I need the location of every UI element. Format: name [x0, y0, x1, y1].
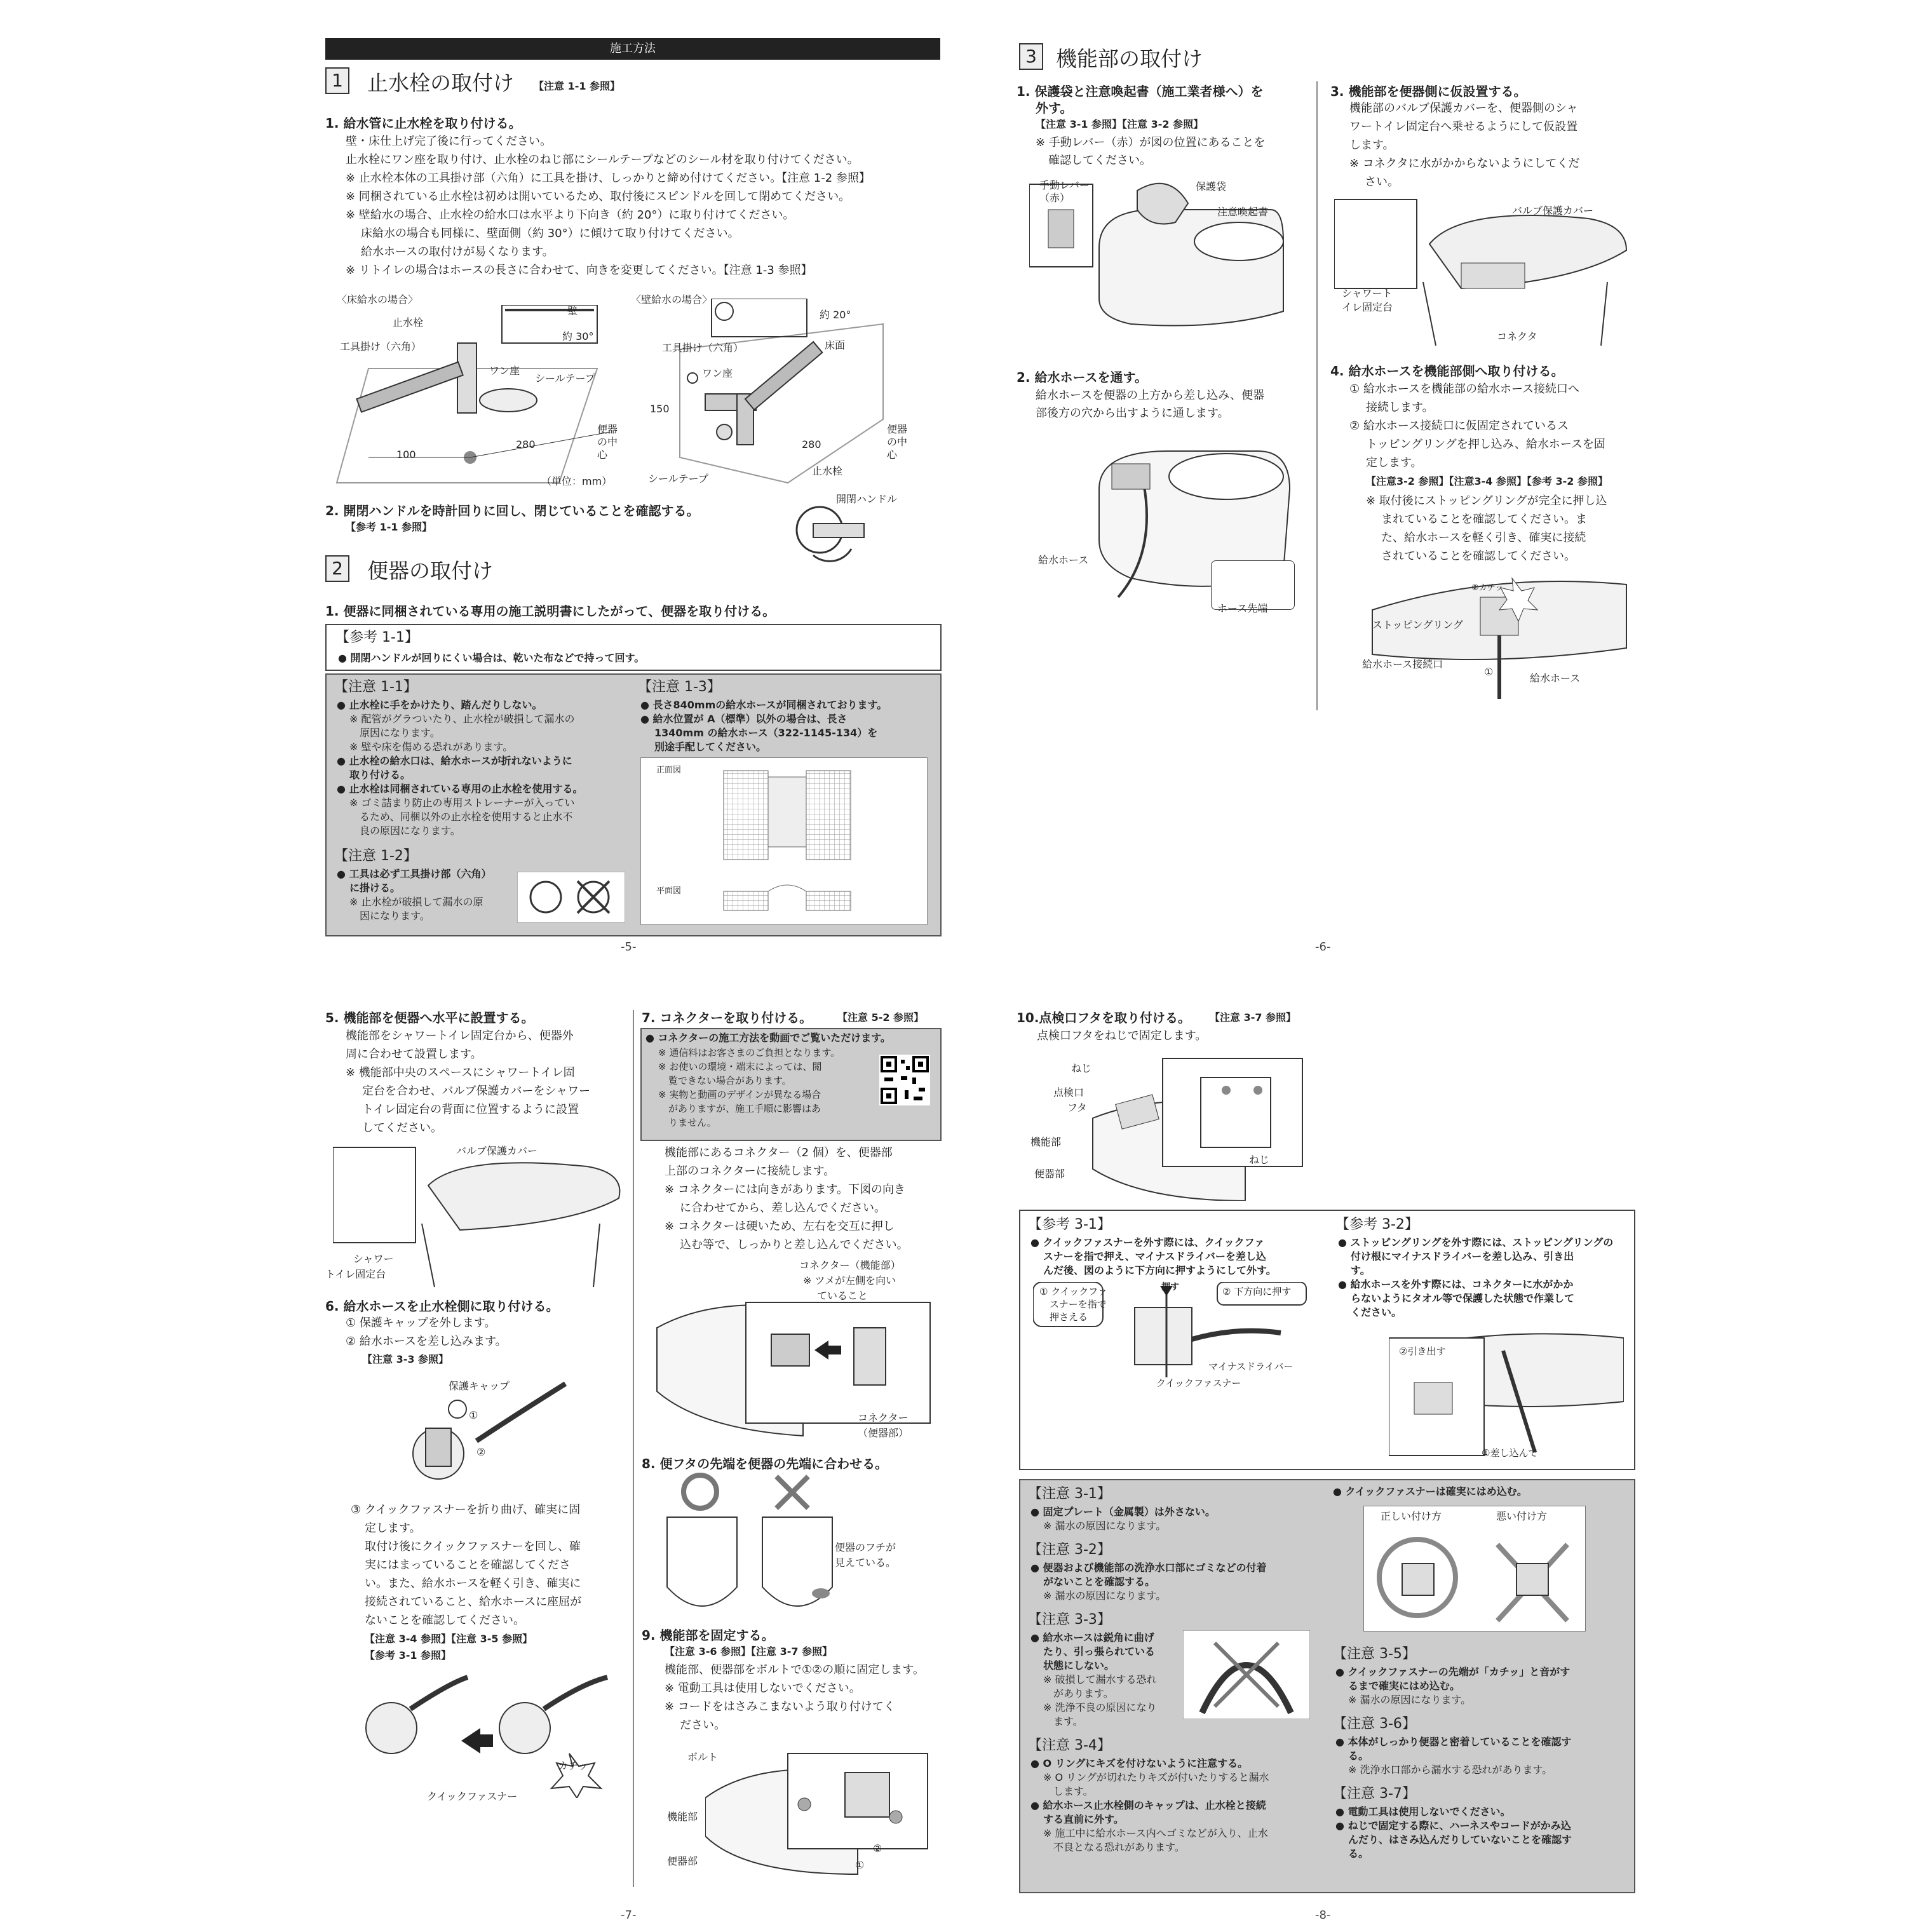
text-line: た、給水ホースを軽く引き、確実に接続 [1381, 531, 1586, 544]
section-number-3: 3 [1019, 43, 1043, 70]
step-3-4-ref: 【注意3-2 参照】【注意3-4 参照】【参考 3-2 参照】 [1366, 475, 1609, 487]
text-line: ※ コネクタに水がかからないようにしてくだ [1349, 157, 1580, 170]
caution-line: ※ 破損して漏水する恐れ [1043, 1673, 1157, 1685]
label-stop-valve: 止水栓 [393, 316, 424, 328]
reference-3-panel [1019, 1210, 1635, 1470]
step-3-1: 1. 保護袋と注意喚起書（施工業者様へ）を [1017, 84, 1264, 99]
label-floor-surface: 床面 [825, 339, 846, 351]
caution-line: 不良となる恐れがあります。 [1053, 1841, 1185, 1853]
caution-line: ● 長さ840mmの給水ホースが同梱されております。 [640, 699, 888, 711]
caution-line: ※ 漏水の原因になります。 [1043, 1520, 1166, 1532]
text-line: ② 給水ホースを差し込みます。 [346, 1335, 507, 1348]
label-valve-cover-5: バルブ保護カバー [456, 1145, 538, 1157]
caution-line: する直前に外す。 [1043, 1813, 1124, 1825]
label-hose-port: 給水ホース接続口 [1362, 658, 1443, 670]
step-1-2-ref: 【参考 1-1 参照】 [346, 521, 433, 533]
page-number-8: -8- [1315, 1908, 1331, 1922]
caution-3-1-head: 【注意 3-1】 [1028, 1486, 1111, 1502]
caution-qf-line: ● クイックファスナーは確実にはめ込む。 [1333, 1485, 1527, 1497]
text-line: 定します。 [365, 1522, 421, 1535]
reference-line: らないようにタオル等で保護した状態で作業して [1351, 1292, 1575, 1304]
reference-line: んだ後、図のように下方向に押すようにして外す。 [1043, 1264, 1276, 1276]
label-function-unit-10: 機能部 [1030, 1136, 1062, 1148]
label-inspection-2: フタ [1067, 1102, 1087, 1114]
label-incorrect-method: 悪い付け方 [1496, 1510, 1548, 1522]
label-click: ②カチッ [1471, 583, 1504, 593]
cap-removal-illustration [388, 1377, 591, 1492]
reference-1-1-body: ● 開閉ハンドルが回りにくい場合は、乾いた布などで持って回す。 [338, 652, 645, 664]
label-connector: コネクタ [1497, 330, 1537, 342]
caution-line: ※ 洗浄不良の原因になり [1043, 1701, 1157, 1713]
step-6-ref: 【注意 3-3 参照】 [362, 1353, 449, 1365]
reference-line: ● ストッピングリングを外す際には、ストッピングリングの [1338, 1236, 1614, 1248]
label-claw-note-1: ※ ツメが左側を向い [803, 1274, 896, 1287]
caution-line: ● 固定プレート（金属製）は外さない。 [1030, 1506, 1215, 1518]
label-qf-step1b: スナーを指で [1050, 1299, 1107, 1310]
step-7: 7. コネクターを取り付ける。 [642, 1010, 813, 1025]
label-washer: ワン座 [489, 365, 520, 377]
text-line: トッピングリングを押し込み、給水ホースを固 [1366, 438, 1605, 451]
text-line: ないことを確認してください。 [365, 1614, 525, 1627]
text-line: まれていることを確認してください。ま [1381, 513, 1587, 526]
text-line: 周に合わせて設置します。 [346, 1048, 482, 1061]
caution-3-4-head: 【注意 3-4】 [1028, 1738, 1111, 1753]
label-edge-visible-1: 便器のフチが [835, 1541, 896, 1553]
caution-line: ※ 止水栓が破損して漏水の原 [349, 896, 483, 908]
caution-line: る。 [1348, 1848, 1369, 1860]
text-line: ※ コードをはさみこまないよう取り付けてく [665, 1700, 895, 1713]
text-line: します。 [1349, 138, 1395, 152]
page-number-5: -5- [621, 940, 637, 954]
text-line: 接続します。 [1366, 401, 1434, 414]
label-pull-out: ②引き出す [1399, 1346, 1446, 1357]
caution-line: ● 給水ホースは鋭角に曲げ [1030, 1631, 1154, 1644]
wall-supply-label: 〈壁給水の場合〉 [631, 294, 713, 306]
label-edge-visible-2: 見えている。 [835, 1557, 896, 1569]
text-line: ② 給水ホース接続口に仮固定されているス [1349, 419, 1569, 433]
reference-line: スナーを指で押え、マイナスドライバーを差し込 [1043, 1250, 1266, 1262]
step-2-1: 1. 便器に同梱されている専用の施工説明書にしたがって、便器を取り付ける。 [325, 604, 776, 619]
step-3-1b: 外す。 [1036, 100, 1073, 116]
caution-line: るまで確実にはめ込む。 [1348, 1680, 1461, 1692]
step-6-ref2: 【注意 3-4 参照】【注意 3-5 参照】 [365, 1633, 533, 1645]
label-push: 押す [1161, 1282, 1179, 1292]
label-screw-2: ねじ [1249, 1154, 1270, 1166]
floor-supply-label: 〈床給水の場合〉 [337, 294, 419, 306]
caution-line: 原因になります。 [360, 727, 440, 739]
reference-3-2-head: 【参考 3-2】 [1335, 1217, 1419, 1233]
label-two: ② [476, 1446, 486, 1458]
label-angle-20: 約 20° [820, 309, 851, 321]
label-stop-valve-wall: 止水栓 [812, 465, 843, 477]
reference-1-1-head: 【参考 1-1】 [335, 630, 419, 645]
caution-line: ます。 [1053, 1715, 1083, 1727]
section-title-2: 便器の取付け [367, 558, 493, 583]
section-title-3: 機能部の取付け [1056, 46, 1203, 71]
text-line: ※ 電動工具は使用しないでください。 [665, 1682, 861, 1695]
caution-line: に掛ける。 [349, 882, 401, 894]
page-number-7: -7- [621, 1908, 637, 1922]
caution-3-5-head: 【注意 3-5】 [1333, 1646, 1416, 1662]
label-push-down: ② 下方向に押す [1222, 1286, 1292, 1297]
label-connector-toilet-1: コネクター [858, 1412, 909, 1424]
step-10: 10.点検口フタを取り付ける。 [1017, 1010, 1191, 1025]
caution-3-7-head: 【注意 3-7】 [1333, 1786, 1416, 1802]
step-1-1: 1. 給水管に止水栓を取り付ける。 [325, 116, 522, 131]
section-title-1: 止水栓の取付け [367, 71, 514, 95]
label-supply-hose-2: 給水ホース [1530, 672, 1581, 684]
tool-hook-illustration [517, 872, 625, 922]
text-line: 機能部をシャワートイレ固定台から、便器外 [346, 1029, 574, 1043]
label-seal-tape-wall: シールテープ [648, 473, 708, 485]
text-line: 機能部、便器部をボルトで①②の順に固定します。 [665, 1663, 924, 1677]
wall-supply-diagram [642, 299, 934, 502]
label-stopping-ring: ストッピングリング [1372, 619, 1463, 631]
dim-100: 100 [396, 449, 416, 461]
text-line: い。また、給水ホースを軽く引き、確実に [365, 1577, 581, 1590]
caution-line: ● 止水栓に手をかけたり、踏んだりしない。 [337, 699, 543, 711]
step-5: 5. 機能部を便器へ水平に設置する。 [325, 1010, 534, 1025]
text-line: ※ リトイレの場合はホースの長さに合わせて、向きを変更してください。【注意 1-3 参照】 [346, 264, 813, 277]
label-tool-hex: 工具掛け（六角） [340, 341, 422, 353]
section-number-1: 1 [325, 67, 349, 94]
text-line: 込む等で、しっかりと差し込んでください。 [680, 1238, 909, 1252]
step-10-ref: 【注意 3-7 参照】 [1210, 1011, 1297, 1023]
label-tool-hex-wall: 工具掛け（六角） [662, 342, 744, 354]
caution-line: ※ O リングが切れたりキズが付いたりすると漏水 [1043, 1771, 1269, 1783]
caution-line: る。 [1348, 1750, 1369, 1762]
text-line: 実にはまっていることを確認してくださ [365, 1558, 571, 1572]
caution-line: ※ 施工中に給水ホース内へゴミなどが入り、止水 [1043, 1827, 1268, 1839]
text-line: ださい。 [680, 1719, 726, 1732]
text-line: 定します。 [1366, 456, 1422, 469]
text-line: ※ コネクターには向きがあります。下図の向き [665, 1183, 906, 1196]
caution-line: ● 止水栓の給水口は、給水ホースが折れないように [337, 755, 572, 767]
caution-line: 因になります。 [360, 910, 430, 922]
text-line: 部後方の穴から出すように通します。 [1036, 407, 1229, 420]
video-line: りません。 [668, 1117, 717, 1128]
caution-line: ※ 洗浄水口部から漏水する恐れがあります。 [1348, 1764, 1553, 1776]
caution-line: ● O リングにキズを付けないように注意する。 [1030, 1757, 1248, 1769]
text-line: 上部のコネクターに接続します。 [665, 1165, 835, 1178]
video-line: ※ 通信料はお客さまのご負担となります。 [658, 1047, 841, 1058]
caution-line: たり、引っ張られている [1043, 1645, 1156, 1658]
page-number-6: -6- [1315, 940, 1331, 954]
section-header-bar: 施工方法 [325, 38, 940, 60]
label-fixing-base-5b: トイレ固定台 [325, 1268, 386, 1280]
text-line: 接続されていること、給水ホースに座屈が [365, 1595, 582, 1609]
lid-alignment-illustration [661, 1473, 851, 1625]
caution-line: ● 止水栓は同梱されている専用の止水栓を使用する。 [337, 783, 583, 795]
caution-line: ● 本体がしっかり便器と密着していることを確認す [1335, 1736, 1572, 1748]
caution-1-1-head: 【注意 1-1】 [334, 679, 417, 695]
caution-line: るため、同梱以外の止水栓を使用すると止水不 [360, 811, 573, 823]
reference-line: 付け根にマイナスドライバーを差し込み、引き出 [1351, 1250, 1574, 1262]
text-line: ① 給水ホースを機能部の給水ホース接続口へ [1349, 382, 1580, 396]
caution-line: があります。 [1053, 1687, 1114, 1699]
step-3-4: 4. 給水ホースを機能部側へ取り付ける。 [1330, 363, 1564, 379]
label-washer-wall: ワン座 [702, 367, 733, 379]
text-line: ③ クイックファスナーを折り曲げ、確実に固 [351, 1503, 581, 1517]
inspection-lid-illustration [1080, 1055, 1309, 1201]
label-valve-cover: バルブ保護カバー [1512, 205, 1594, 217]
step-1-2: 2. 開閉ハンドルを時計回りに回し、閉じていることを確認する。 [325, 503, 699, 518]
reference-line: ください。 [1351, 1306, 1402, 1318]
dim-280-wall: 280 [802, 438, 821, 450]
video-line: ● コネクターの施工方法を動画でご覧いただけます。 [645, 1032, 891, 1044]
step-3-1-ref: 【注意 3-1 参照】【注意 3-2 参照】 [1036, 118, 1204, 130]
caution-line: ● 給水ホース止水栓側のキャップは、止水栓と接続 [1030, 1799, 1266, 1811]
label-red: （赤） [1039, 192, 1071, 204]
caution-line: ※ 配管がグラついたり、止水栓が破損して漏水の [349, 713, 575, 725]
text-line: ※ 同梱されている止水栓は初めは開いているため、取付後にスピンドルを回して閉めてください。 [346, 190, 851, 203]
caution-line: ※ ゴミ詰まり防止の専用ストレーナーが入ってい [349, 797, 575, 809]
text-line: に合わせてから、差し込んでください。 [680, 1201, 886, 1215]
step-3-2: 2. 給水ホースを通す。 [1017, 370, 1147, 385]
dim-150: 150 [650, 403, 670, 415]
caution-3-6-head: 【注意 3-6】 [1333, 1716, 1416, 1732]
unit-mm: （単位：mm） [541, 475, 612, 487]
text-line: 給水ホースを便器の上方から差し込み、便器 [1036, 389, 1265, 402]
text-line: 機能部のバルブ保護カバーを、便器側のシャ [1349, 102, 1578, 115]
label-inspection-1: 点検口 [1053, 1086, 1084, 1098]
label-toilet-unit: 便器部 [667, 1855, 698, 1867]
label-bolt: ボルト [687, 1751, 719, 1763]
caution-line: んだり、はさみ込んだりしていないことを確認す [1348, 1834, 1572, 1846]
dim-280: 280 [516, 438, 536, 450]
label-screwdriver: マイナスドライバー [1208, 1361, 1294, 1372]
step-9: 9. 機能部を固定する。 [642, 1628, 774, 1643]
caution-line: ● ねじで固定する際に、ハーネスやコードがかみ込 [1335, 1820, 1571, 1832]
text-line: ① 保護キャップを外します。 [346, 1316, 496, 1330]
text-line: 取付け後にクイックファスナーを回し、確 [365, 1540, 581, 1553]
caution-line: ● 工具は必ず工具掛け部（六角） [337, 868, 492, 880]
grid-plan-label: 平面図 [656, 886, 682, 896]
qr-code-icon[interactable] [879, 1055, 930, 1105]
label-two-9: ② [873, 1842, 882, 1854]
label-step-one: ① [1484, 666, 1494, 678]
label-quick-fastener: クイックファスナー [427, 1790, 518, 1802]
reference-1-1-box [325, 624, 942, 671]
label-one-9: ① [855, 1859, 865, 1871]
hose-bend-prohibited-illustration [1183, 1630, 1310, 1719]
label-open-close-handle: 開閉ハンドル [836, 493, 898, 505]
text-line: 給水ホースの取付けが易くなります。 [361, 245, 554, 259]
caution-line: ● 便器および機能部の洗浄水口部にゴミなどの付着 [1030, 1562, 1267, 1574]
label-protective-bag: 保護袋 [1196, 180, 1227, 193]
video-line: 覧できない場合があります。 [668, 1075, 792, 1086]
reference-3-1-head: 【参考 3-1】 [1028, 1217, 1111, 1233]
text-line: さい。 [1365, 175, 1399, 189]
grid-front-label: 正面図 [656, 766, 682, 775]
text-line: ※ 手動レバー（赤）が図の位置にあることを [1036, 136, 1266, 149]
label-one: ① [469, 1409, 478, 1421]
section-ref-1: 【注意 1-1 参照】 [534, 80, 621, 92]
caution-line: ※ 漏水の原因になります。 [1043, 1590, 1166, 1602]
label-qf-step1c: 押さえる [1050, 1311, 1088, 1323]
label-toilet-center: 便器の中心 [597, 423, 618, 461]
label-wall: 壁 [567, 305, 578, 317]
text-line: トイレ固定台の背面に位置するように設置 [362, 1103, 579, 1116]
text-line: ワートイレ固定台へ乗せるようにして仮設置 [1349, 120, 1578, 133]
text-line: されていることを確認してください。 [1381, 550, 1576, 563]
label-quick-fastener-r: クイックファスナー [1156, 1377, 1241, 1389]
caution-line: 別途手配してください。 [654, 741, 767, 753]
caution-1-2-head: 【注意 1-2】 [334, 848, 417, 864]
label-screw: ねじ [1071, 1062, 1092, 1074]
label-warning-notice: 注意喚起書 [1217, 206, 1269, 218]
reference-line: ● クイックファスナーを外す際には、クイックファ [1030, 1236, 1265, 1248]
text-line: ※ 壁給水の場合、止水栓の給水口は水平より下向き（約 20°）に取り付けてください。 [346, 208, 795, 222]
step-8: 8. 便フタの先端を便器の先端に合わせる。 [642, 1456, 888, 1471]
step-9-ref: 【注意 3-6 参照】【注意 3-7 参照】 [665, 1645, 833, 1658]
video-line: がありますが、施工手順に影響はあ [668, 1103, 821, 1114]
caution-panel-3 [1019, 1479, 1635, 1893]
label-connector-function: コネクター（機能部） [799, 1259, 901, 1271]
text-line: 点検口フタをねじで固定します。 [1037, 1029, 1207, 1043]
label-toilet-unit-10: 便器部 [1034, 1168, 1065, 1180]
caution-3-3-head: 【注意 3-3】 [1028, 1612, 1111, 1628]
column-divider [1316, 81, 1318, 710]
caution-line: ※ 漏水の原因になります。 [1348, 1694, 1471, 1706]
caution-line: します。 [1053, 1785, 1093, 1797]
label-function-unit: 機能部 [667, 1811, 698, 1823]
caution-1-3-head: 【注意 1-3】 [638, 679, 721, 695]
step-6-ref3: 【参考 3-1 参照】 [365, 1649, 452, 1661]
caution-line: ● 電動工具は使用しないでください。 [1335, 1806, 1511, 1818]
label-protective-cap: 保護キャップ [449, 1380, 510, 1392]
label-fixing-base-2: イレ固定台 [1342, 301, 1393, 313]
video-line: ※ 実物と動画のデザインが異なる場合 [658, 1089, 821, 1100]
section-number-2: 2 [325, 555, 349, 582]
text-line: 壁・床仕上げ完了後に行ってください。 [346, 135, 551, 148]
label-claw-note-2: ていること [817, 1290, 868, 1302]
text-line: 床給水の場合も同様に、壁面側（約 30°）に傾けて取り付けてください。 [361, 227, 740, 240]
qf-correct-incorrect-illustration [1363, 1506, 1586, 1631]
label-fixing-base-5a: シャワー [353, 1253, 394, 1265]
text-line: 止水栓にワン座を取り付け、止水栓のねじ部にシールテープなどのシール材を取り付けてください。 [346, 153, 859, 166]
label-toilet-center-wall: 便器の中心 [887, 423, 908, 461]
caution-line: 取り付ける。 [349, 769, 411, 781]
caution-line: ● 給水位置が A（標準）以外の場合は、長さ [640, 713, 848, 725]
text-line: ※ 機能部中央のスペースにシャワートイレ固 [346, 1066, 575, 1079]
text-line: してください。 [362, 1121, 442, 1135]
label-seal-tape: シールテープ [535, 372, 595, 384]
caution-line: 良の原因になります。 [360, 825, 461, 837]
bolt-fixing-illustration [705, 1747, 934, 1881]
hose-position-grid [640, 757, 928, 925]
text-line: 確認してください。 [1048, 154, 1151, 167]
text-line: ※ 取付後にストッピングリングが完全に押し込 [1366, 494, 1607, 508]
caution-line: 状態にしない。 [1043, 1659, 1115, 1672]
label-hose-tip: ホース先端 [1217, 602, 1268, 614]
caution-line: 1340mm の給水ホース（322-1145-134）を [654, 727, 878, 739]
reference-line: ● 給水ホースを外す際には、コネクターに水がかか [1338, 1278, 1574, 1290]
caution-line: ● クイックファスナーの先端が「カチッ」と音がす [1335, 1666, 1571, 1678]
caution-panel-1 [325, 673, 942, 936]
text-line: ※ 止水栓本体の工具掛け部（六角）に工具を掛け、しっかりと締め付けてください。【注意 1-2 参照】 [346, 172, 870, 185]
column-divider [633, 1010, 634, 1887]
step-7-ref: 【注意 5-2 参照】 [837, 1011, 924, 1023]
label-click-6: カチッ [558, 1760, 588, 1772]
text-line: ※ コネクターは硬いため、左右を交互に押し [665, 1220, 895, 1233]
caution-3-2-head: 【注意 3-2】 [1028, 1542, 1111, 1558]
label-connector-toilet-2: （便器部） [858, 1427, 909, 1439]
step-3-3: 3. 機能部を便器側に仮設置する。 [1330, 84, 1527, 99]
label-qf-step1a: ① クイックファ [1039, 1286, 1107, 1297]
step-6: 6. 給水ホースを止水栓側に取り付ける。 [325, 1299, 559, 1314]
video-line: ※ お使いの環境・端末によっては、閲 [658, 1061, 822, 1072]
text-line: 定台を合わせ、バルブ保護カバーをシャワー [362, 1084, 591, 1098]
caution-line: がないことを確認する。 [1043, 1576, 1156, 1588]
label-supply-hose: 給水ホース [1038, 554, 1089, 566]
caution-line: ※ 壁や床を傷める恐れがあります。 [349, 741, 513, 753]
reference-line: す。 [1351, 1264, 1370, 1276]
label-correct-method: 正しい付け方 [1381, 1510, 1442, 1522]
label-angle-30: 約 30° [562, 330, 594, 342]
quick-fastener-illustration [353, 1671, 620, 1798]
video-notice-panel [640, 1028, 942, 1141]
label-fixing-base-1: シャワート [1342, 287, 1393, 299]
text-line: 機能部にあるコネクター（2 個）を、便器部 [665, 1146, 893, 1159]
label-insert: ①差し込んで [1482, 1447, 1538, 1459]
label-manual-lever: 手動レバー [1039, 179, 1090, 191]
